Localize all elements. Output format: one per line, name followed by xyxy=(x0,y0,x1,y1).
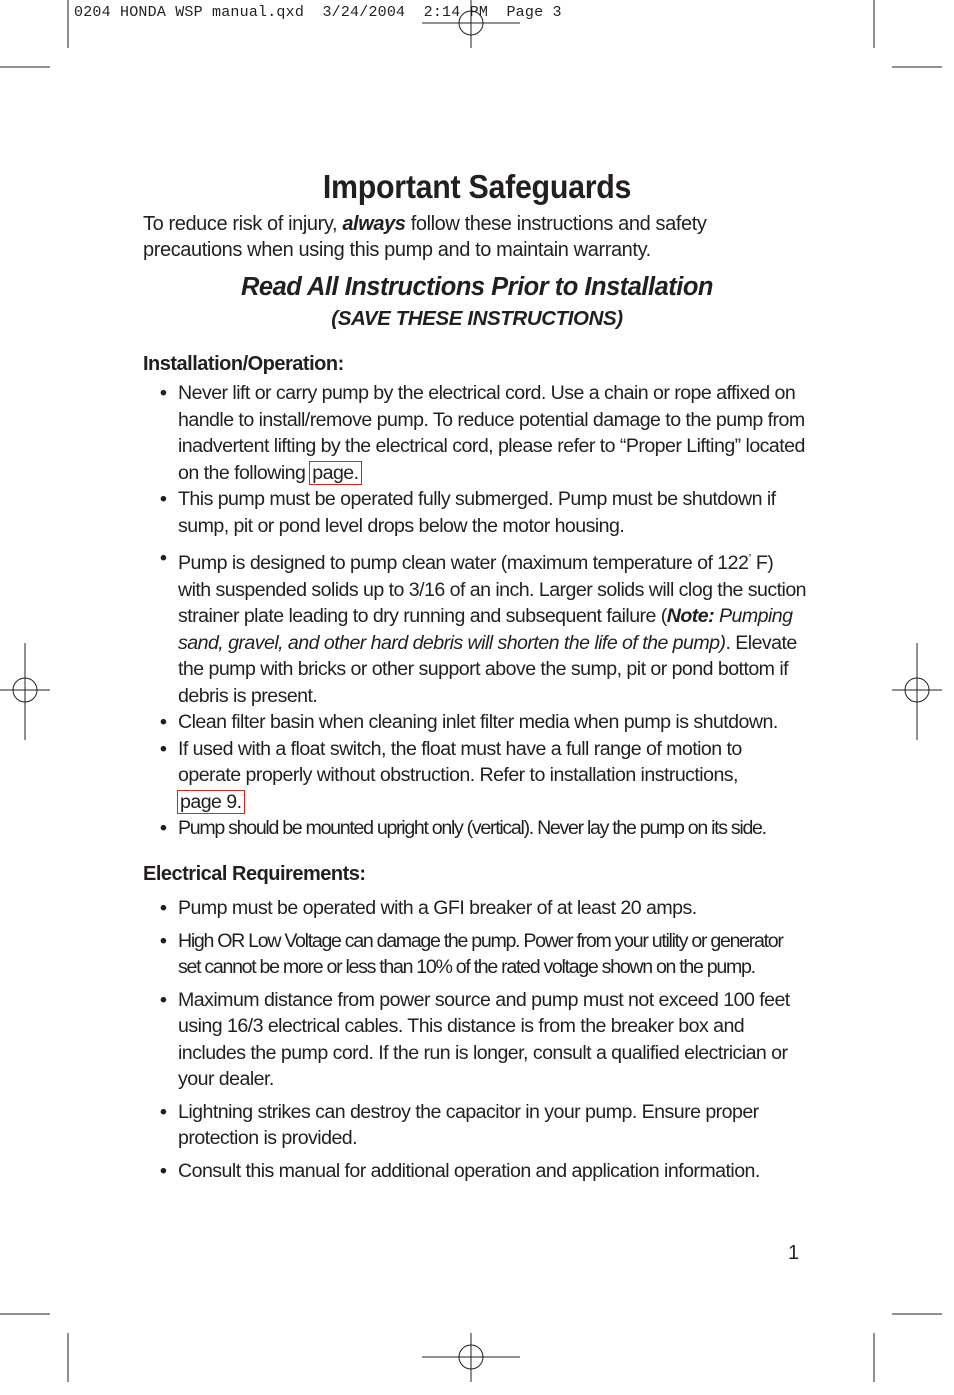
electrical-heading: Electrical Requirements: xyxy=(143,863,366,885)
list-item: • If used with a float switch, the float must have a full range of motion to operate properly without obstruction. Refer to installation instructions, page 9. xyxy=(143,736,808,816)
list-item: • Lightning strikes can destroy the capacitor in your pump. Ensure proper protection is provided. xyxy=(143,1099,808,1152)
list-item: • Pump should be mounted upright only (vertical). Never lay the pump on its side. xyxy=(143,815,808,842)
read-instructions-heading: Read All Instructions Prior to Installation xyxy=(240,273,714,301)
list-item: • Clean filter basin when cleaning inlet filter media when pump is shutdown. xyxy=(143,709,808,736)
page-number: 1 xyxy=(788,1242,800,1264)
save-instructions-heading: (SAVE THESE INSTRUCTIONS) xyxy=(331,307,623,330)
list-item: • Never lift or carry pump by the electrical cord. Use a chain or rope affixed on handle to install/remove pump. To reduce potential damage to the pump from inadvertent lifting by the electrical cord, please refer to “Proper Lifting” located on the following page. xyxy=(143,380,808,486)
page-title: Important Safeguards xyxy=(322,168,632,205)
list-item: • High OR Low Voltage can damage the pump. Power from your utility or generator set cannot be more or less than 10% of the rated voltage shown on the pump. xyxy=(143,928,808,981)
list-item: • This pump must be operated fully submerged. Pump must be shutdown if sump, pit or pond level drops below the motor housing. xyxy=(143,486,808,539)
list-item: • Maximum distance from power source and pump must not exceed 100 feet using 16/3 electrical cables. This distance is from the breaker box and includes the pump cord. If the run is longer, consult a qualified electrician or your dealer. xyxy=(143,987,808,1093)
electrical-list xyxy=(143,895,808,1184)
following-page-link[interactable]: page. xyxy=(312,461,359,484)
intro-paragraph: To reduce risk of injury, always follow these instructions and safety precautions when using this pump and to maintain warranty. xyxy=(143,213,707,261)
list-item: • Pump must be operated with a GFI breaker of at least 20 amps. xyxy=(143,895,808,922)
note-label: Note: xyxy=(666,605,715,627)
list-item: • Pump is designed to pump clean water (maximum temperature of 122° F) with suspended solids up to 3/16 of an inch. Larger solids will clog the suction strainer plate leading to dry running and subsequent failure (Note: Pumping sand, gravel, and other hard debris will shorten the life of the pump). Elevate the pump with bricks or other support above the sump, pit or pond bottom if debris is present. xyxy=(143,545,808,709)
intro-emphasis: always xyxy=(342,213,406,235)
installation-list xyxy=(143,380,808,842)
list-item: • Consult this manual for additional operation and application information. xyxy=(143,1158,808,1185)
page-9-link[interactable]: page 9. xyxy=(180,790,242,813)
installation-heading: Installation/Operation: xyxy=(143,353,344,375)
print-slug-line: 0204 HONDA WSP manual.qxd 3/24/2004 2:14 PM Page 3 xyxy=(74,4,562,21)
